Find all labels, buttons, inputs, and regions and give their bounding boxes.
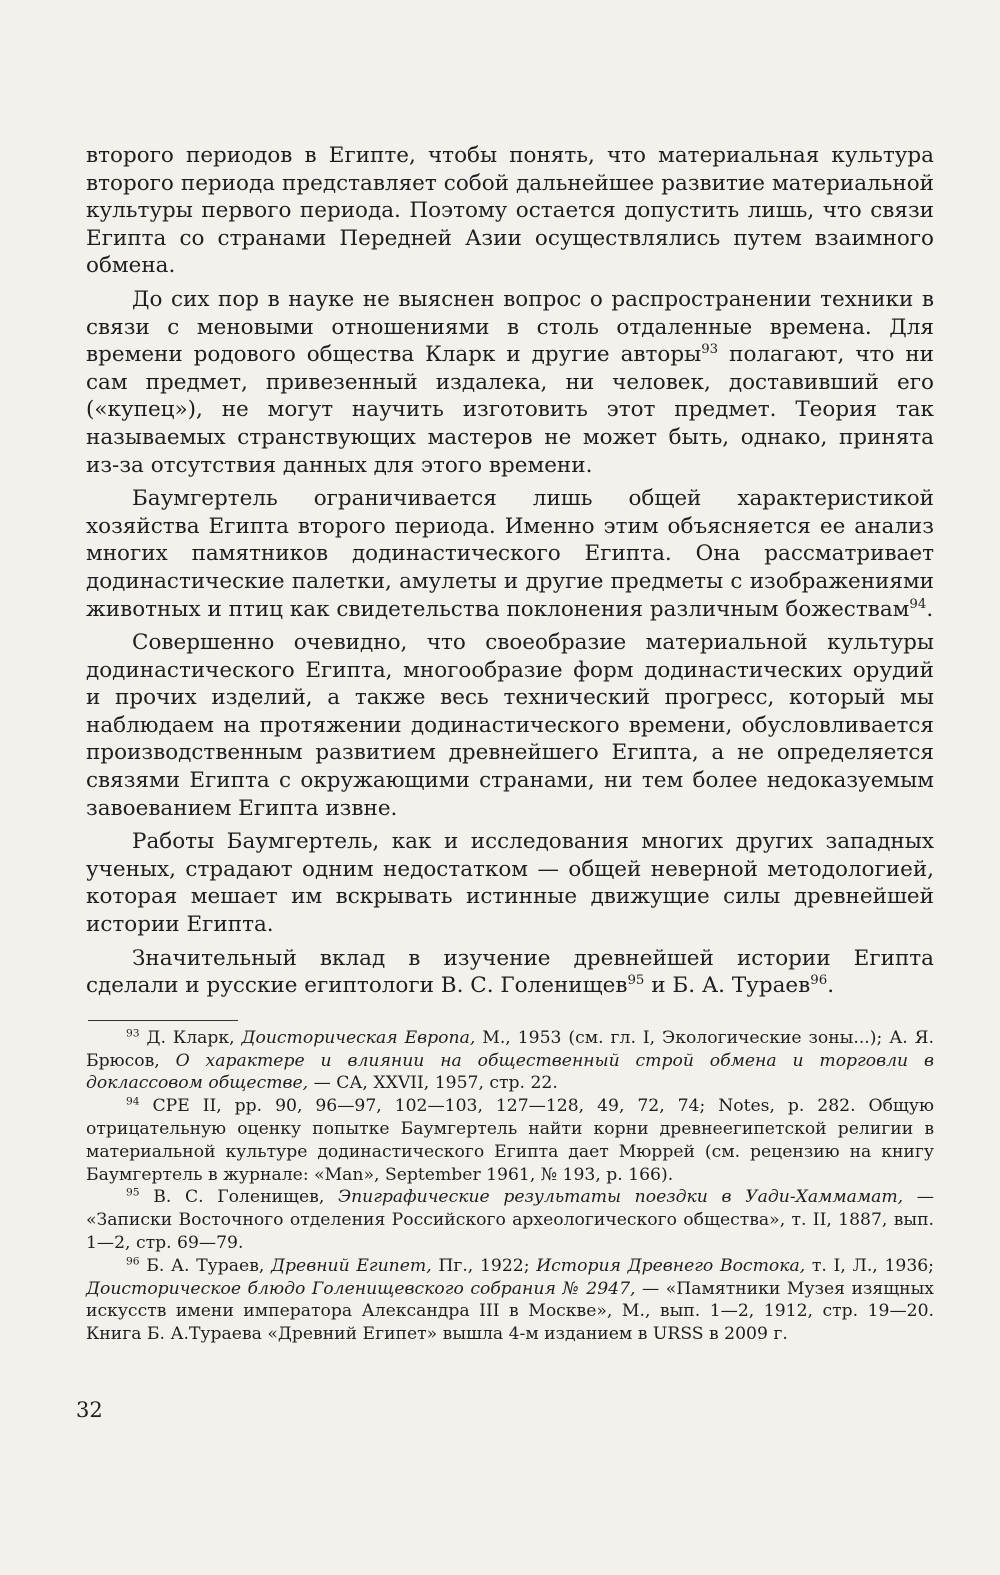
footnote-94: $^{94}$ СРЕ II, pp. 90, 96—97, 102—103, 127—128, 49, 72, 74; Notes, p. 282. Общую отрицательную оценку попытке Баумгертель найти корни древнеегипетской религии в материальной культуре додинастического Египта дает Мюррей (см. рецензию на книгу Баумгертель в журнале: «Man», September 1961, № 193, p. 166). [86, 1094, 934, 1185]
page-content [86, 142, 934, 1346]
body-paragraph-4: Совершенно очевидно, что своеобразие материальной культуры додинастического Египта, многообразие форм додинастических орудий и прочих изделий, а также весь технический прогресс, который мы наблюдаем на протяжении додинастического времени, обусловливается производственным развитием древнейшего Египта, а не определяется связями Египта с окружающими странами, ни тем более недоказуемым завоеванием Египта извне. [86, 630, 934, 821]
body-paragraph-2: До сих пор в науке не выяснен вопрос о распространении техники в связи с меновыми отношениями в столь отдаленные времена. Для времени родового общества Кларк и другие авторы$^{93}$ полагают, что ни сам предмет, привезенный издалека, ни человек, доставивший его («купец»), не могут научить изготовить этот предмет. Теория так называемых странствующих мастеров не может быть, однако, принята из-за отсутствия данных для этого времени. [86, 286, 934, 478]
page-number: 32 [76, 1398, 103, 1422]
footnote-93: $^{93}$ Д. Кларк, Доисторическая Европа, М., 1953 (см. гл. I, Экологические зоны...); А. Я. Брюсов, О характере и влиянии на общественный строй обмена и торговли в доклассовом обществе, — СА, XXVII, 1957, стр. 22. [86, 1026, 934, 1094]
body-paragraph-5: Работы Баумгертель, как и исследования многих других западных ученых, страдают одним недостатком — общей неверной методологией, которая мешает им вскрывать истинные движущие силы древнейшей истории Египта. [86, 829, 934, 938]
footnote-ref-95: 95 [627, 973, 645, 989]
footnote-ref-93: 93 [701, 342, 719, 357]
body-paragraph-3: Баумгертель ограничивается лишь общей характеристикой хозяйства Египта второго периода. Именно этим объясняется ее анализ многих памятников додинастического Египта. Она рассматривает додинастические палетки, амулеты и другие предметы с изображениями животных и птиц как свидетельства поклонения различным божествам$^{94}$. [86, 486, 934, 622]
body-paragraph-1: второго периодов в Египте, чтобы понять, что материальная культура второго периода представляет собой дальнейшее развитие материальной культуры первого периода. Поэтому остается допустить лишь, что связи Египта со странами Передней Азии осуществлялись путем взаимного обмена. [86, 143, 934, 279]
footnote-96: $^{96}$ Б. А. Тураев, Древний Египет, Пг., 1922; История Древнего Востока, т. I, Л., 1936; Доисторическое блюдо Голенищевского собрания № 2947, — «Памятники Музея изящных искусств имени императора Александра III в Москве», М., вып. 1—2, 1912, стр. 19—20. Книга Б. А.Тураева «Древний Египет» вышла 4-м изданием в URSS в 2009 г. [86, 1254, 935, 1345]
body-paragraph-6: Значительный вклад в изучение древнейшей истории Египта сделали и русские египтологи В. С. Голенищев$^{95}$ и Б. А. Тураев$^{96}$. [86, 945, 934, 999]
footnote-ref-96: 96 [810, 973, 828, 989]
footnote-divider [88, 1020, 238, 1021]
footnote-ref-94: 94 [909, 596, 927, 612]
footnote-95: $^{95}$ В. С. Голенищев, Эпиграфические результаты поездки в Уади-Хаммамат, — «Записки Восточного отделения Российского археологического общества», т. II, 1887, вып. 1—2, стр. 69—79. [86, 1185, 934, 1253]
